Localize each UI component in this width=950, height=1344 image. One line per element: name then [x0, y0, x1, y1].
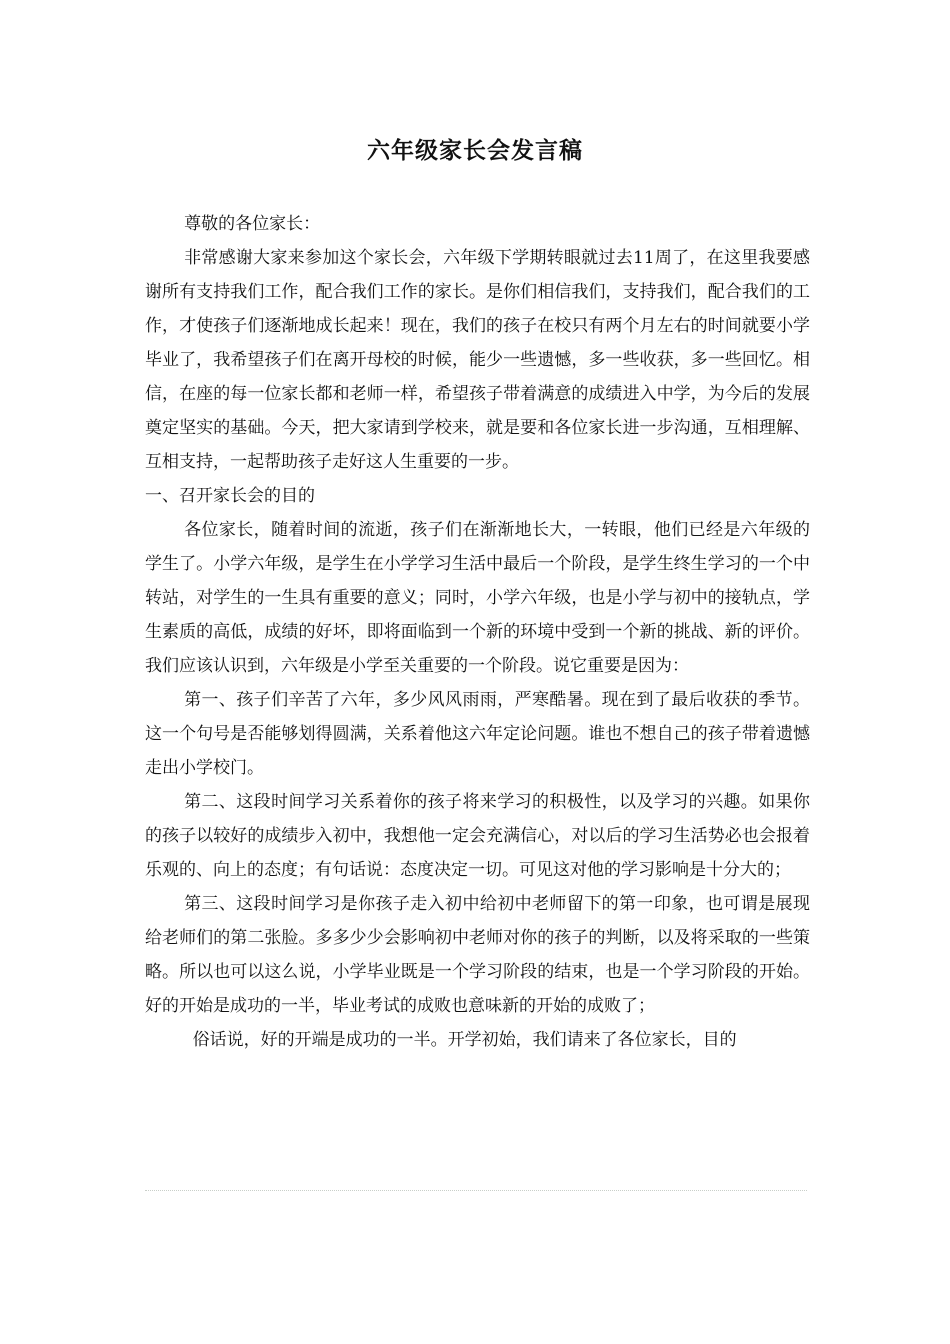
section-paragraph: 各位家长，随着时间的流逝，孩子们在渐渐地长大，一转眼，他们已经是六年级的学生了。小学六年级，是学生在小学学习生活中最后一个阶段，是学生终生学习的一个中转站，对学生的一生具有重要的意义；同时，小学六年级，也是小学与初中的接轨点，学生素质的高低，成绩的好坏，即将面临到一个新的环境中受到一个新的挑战、新的评价。我们应该认识到，六年级是小学至关重要的一个阶段。说它重要是因为： — [145, 520, 810, 676]
point-one-paragraph: 第一、孩子们辛苦了六年，多少风风雨雨，严寒酷暑。现在到了最后收获的季节。这一个句号是否能够划得圆满，关系着他这六年定论问题。谁也不想自己的孩子带着遗憾走出小学校门。 — [145, 690, 810, 778]
point-three-paragraph: 第三、这段时间学习是你孩子走入初中给初中老师留下的第一印象，也可谓是展现给老师们的第二张脸。多多少少会影响初中老师对你的孩子的判断，以及将采取的一些策略。所以也可以这么说，小学毕业既是一个学习阶段的结束，也是一个学习阶段的开始。好的开始是成功的一半，毕业考试的成败也意味新的开始的成败了； — [145, 894, 810, 1016]
intro-paragraph: 非常感谢大家来参加这个家长会，六年级下学期转眼就过去11周了，在这里我要感谢所有支持我们工作，配合我们工作的家长。是你们相信我们，支持我们，配合我们的工作，才使孩子们逐渐地成长起来！现在，我们的孩子在校只有两个月左右的时间就要小学毕业了，我希望孩子们在离开母校的时候，能少一些遗憾，多一些收获，多一些回忆。相信，在座的每一位家长都和老师一样，希望孩子带着满意的成绩进入中学，为今后的发展奠定坚实的基础。今天，把大家请到学校来，就是要和各位家长进一步沟通，互相理解、互相支持，一起帮助孩子走好这人生重要的一步。 — [145, 248, 810, 472]
document-body — [145, 207, 810, 1057]
section-heading: 一、召开家长会的目的 — [145, 486, 315, 506]
closing-paragraph: 俗话说，好的开端是成功的一半。开学初始，我们请来了各位家长，目的 — [192, 1030, 737, 1050]
document-title: 六年级家长会发言稿 — [367, 137, 583, 164]
page-bottom-divider — [145, 1190, 807, 1191]
point-two-paragraph: 第二、这段时间学习关系着你的孩子将来学习的积极性，以及学习的兴趣。如果你的孩子以较好的成绩步入初中，我想他一定会充满信心，对以后的学习生活势必也会报着乐观的、向上的态度；有句话说：态度决定一切。可见这对他的学习影响是十分大的； — [145, 792, 810, 880]
greeting: 尊敬的各位家长： — [184, 214, 321, 234]
